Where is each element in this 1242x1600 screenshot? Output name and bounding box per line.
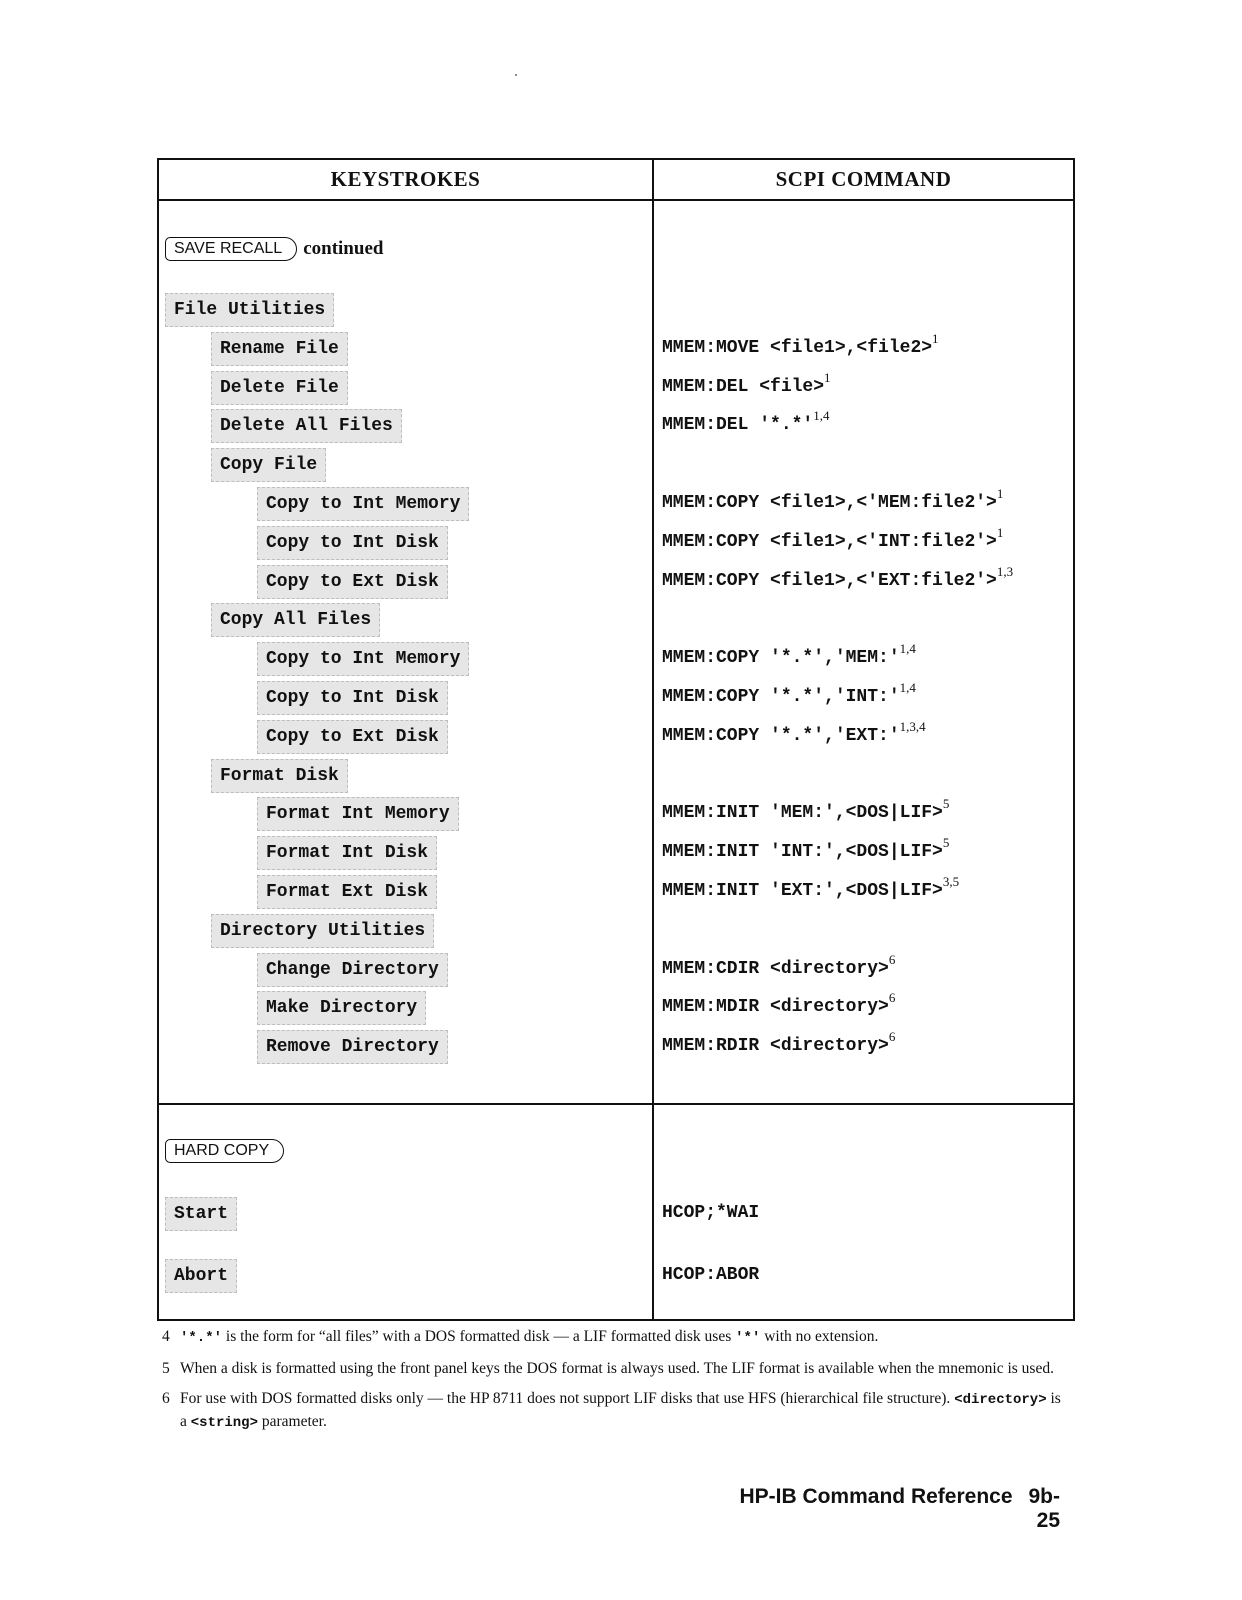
- table-row: [159, 448, 1073, 482]
- footnote-code: '*.*': [180, 1330, 223, 1346]
- footnote-text-part: is the form for “all files” with a DOS formatted disk — a LIF formatted disk uses: [222, 1328, 736, 1345]
- table-row: [159, 720, 1073, 754]
- scpi-command: [662, 681, 916, 713]
- footnote-text-part: with no extension.: [760, 1328, 879, 1345]
- page-footer: [720, 1485, 1060, 1533]
- footnote-code: '*': [735, 1330, 761, 1346]
- footnote-code: <directory>: [954, 1392, 1047, 1408]
- footnotes: [162, 1326, 1062, 1443]
- scpi-command: [662, 371, 831, 403]
- scpi-command-text: MMEM:INIT 'MEM:',<DOS|LIF>: [662, 803, 943, 824]
- scpi-command-text: MMEM:COPY <file1>,<'EXT:file2'>: [662, 570, 997, 591]
- softkey-label: File Utilities: [165, 293, 334, 327]
- table-row: [159, 371, 1073, 405]
- table-row: [159, 953, 1073, 987]
- footnote-ref: 6: [888, 990, 896, 1006]
- softkey-label: Copy to Ext Disk: [257, 720, 448, 754]
- footnote-5: [162, 1358, 1062, 1379]
- table-row: [159, 642, 1073, 676]
- footnote-ref: 1: [932, 330, 939, 346]
- scpi-command: [662, 332, 939, 364]
- hard-copy-hardkey: HARD COPY: [165, 1139, 284, 1163]
- softkey-label: Copy File: [211, 448, 326, 482]
- footnote-ref: 1,3: [996, 563, 1014, 579]
- table-row: [159, 487, 1073, 521]
- softkey-label: Copy to Ext Disk: [257, 565, 448, 599]
- scpi-command: HCOP;*WAI: [662, 1203, 760, 1223]
- footnote-ref: 5: [942, 835, 950, 851]
- hard-copy-section: [159, 1105, 1073, 1319]
- table-row: [159, 875, 1073, 909]
- softkey-label: Format Int Memory: [257, 797, 459, 831]
- hard-copy-heading: [165, 1139, 284, 1163]
- softkey-label: Copy to Int Disk: [257, 681, 448, 715]
- footnote-text-part: For use with DOS formatted disks only — the HP 8711 does not support LIF disks that use HFS (hierarchical file structure).: [180, 1390, 955, 1407]
- table-row: [159, 836, 1073, 870]
- table-row: [159, 293, 1073, 327]
- scpi-command: [662, 526, 1003, 558]
- table-row: [159, 914, 1073, 948]
- softkey-label: Change Directory: [257, 953, 448, 987]
- scpi-command: HCOP:ABOR: [662, 1265, 760, 1285]
- start-softkey: Start: [165, 1197, 237, 1231]
- footnote-ref: 1: [824, 369, 831, 385]
- continued-label: continued: [303, 238, 384, 259]
- footnote-4: [162, 1326, 1062, 1349]
- table-row: [159, 681, 1073, 715]
- table-row: [159, 759, 1073, 793]
- scpi-command: [662, 565, 1013, 597]
- softkey-label: Make Directory: [257, 991, 426, 1025]
- footnote-ref: 1,4: [899, 680, 916, 695]
- footnote-ref: 1,4: [813, 408, 830, 424]
- scpi-command-text: MMEM:COPY <file1>,<'INT:file2'>: [662, 531, 997, 552]
- softkey-label: Format Disk: [211, 759, 348, 793]
- scpi-command-text: MMEM:CDIR <directory>: [662, 958, 889, 979]
- table-row: [159, 797, 1073, 831]
- table-row: [159, 526, 1073, 560]
- scpi-command-text: MMEM:MOVE <file1>,<file2>: [662, 337, 933, 358]
- softkey-label: Remove Directory: [257, 1030, 448, 1064]
- table-row: [159, 1030, 1073, 1064]
- footnote-number: 5: [162, 1360, 170, 1377]
- scpi-command: [662, 720, 926, 752]
- scpi-command: [662, 642, 916, 674]
- scpi-command-text: MMEM:COPY '*.*','EXT:': [662, 725, 900, 746]
- table-row: [159, 991, 1073, 1025]
- softkey-label: Copy to Int Memory: [257, 642, 469, 676]
- scpi-command-text: MMEM:INIT 'EXT:',<DOS|LIF>: [662, 881, 943, 901]
- softkey-label: Rename File: [211, 332, 348, 366]
- footnote-ref: 1,4: [899, 641, 916, 657]
- table-row: [159, 332, 1073, 366]
- softkey-label: Format Int Disk: [257, 836, 437, 870]
- scpi-command-text: MMEM:DEL <file>: [662, 376, 825, 397]
- softkey-label: Copy to Int Disk: [257, 526, 448, 560]
- scpi-command: [662, 991, 895, 1023]
- softkey-label: Delete All Files: [211, 409, 402, 443]
- table-row: [159, 603, 1073, 637]
- footnote-ref: 1: [996, 524, 1004, 540]
- scpi-command-text: MMEM:INIT 'INT:',<DOS|LIF>: [662, 842, 943, 863]
- table-row: [159, 565, 1073, 599]
- table-row: [159, 1197, 1073, 1231]
- footnote-text: [180, 1388, 1062, 1434]
- save-recall-hardkey: SAVE RECALL: [165, 237, 297, 261]
- scpi-command: [662, 409, 829, 441]
- footnote-ref: 6: [888, 951, 896, 967]
- scpi-command: [662, 875, 959, 907]
- scpi-command: [662, 836, 949, 868]
- footnote-ref: 3,5: [942, 874, 960, 889]
- softkey-label: Delete File: [211, 371, 348, 405]
- abort-softkey: Abort: [165, 1259, 237, 1293]
- scpi-command-text: MMEM:MDIR <directory>: [662, 997, 889, 1018]
- footnote-ref: 1,3,4: [899, 718, 926, 734]
- table-header: [159, 160, 1073, 201]
- scpi-command-text: MMEM:COPY <file1>,<'MEM:file2'>: [662, 493, 997, 513]
- scpi-command-text: MMEM:RDIR <directory>: [662, 1036, 889, 1057]
- save-recall-section: [159, 201, 1073, 1105]
- footnote-code: <string>: [190, 1415, 258, 1431]
- footnote-number: 6: [162, 1390, 170, 1407]
- softkey-label: Format Ext Disk: [257, 875, 437, 909]
- page-number: 9b-25: [1028, 1485, 1060, 1532]
- scpi-command-text: MMEM:COPY '*.*','MEM:': [662, 648, 900, 669]
- footnote-ref: 5: [942, 796, 950, 812]
- scpi-command-text: MMEM:COPY '*.*','INT:': [662, 687, 900, 707]
- scpi-command: [662, 797, 949, 829]
- footnote-text-part: parameter.: [257, 1413, 327, 1430]
- scpi-command: [662, 953, 895, 985]
- footnote-text-part: is a: [180, 1390, 1061, 1430]
- footnote-text: When a disk is formatted using the front panel keys the DOS format is always used. The LIF format is available when the mnemonic is used.: [180, 1360, 1054, 1377]
- scpi-command-header: SCPI COMMAND: [775, 167, 952, 191]
- softkey-label: Copy All Files: [211, 603, 380, 637]
- footnote-ref: 1: [996, 486, 1004, 501]
- footnote-number: 4: [162, 1328, 170, 1345]
- footnote-ref: 6: [888, 1029, 896, 1045]
- scpi-command: [662, 487, 1003, 519]
- table-row: [159, 409, 1073, 443]
- scan-speck: [515, 74, 517, 76]
- table-row: [159, 1259, 1073, 1293]
- footnote-text: [180, 1326, 1062, 1349]
- command-table: [157, 158, 1075, 1321]
- scpi-command-text: MMEM:DEL '*.*': [662, 415, 814, 436]
- keystrokes-header: KEYSTROKES: [159, 160, 654, 199]
- save-recall-heading: [165, 237, 383, 261]
- softkey-label: Copy to Int Memory: [257, 487, 469, 521]
- softkey-label: Directory Utilities: [211, 914, 434, 948]
- scpi-command: [662, 1030, 895, 1062]
- footer-title: HP-IB Command Reference: [739, 1485, 1013, 1508]
- footnote-6: [162, 1388, 1062, 1434]
